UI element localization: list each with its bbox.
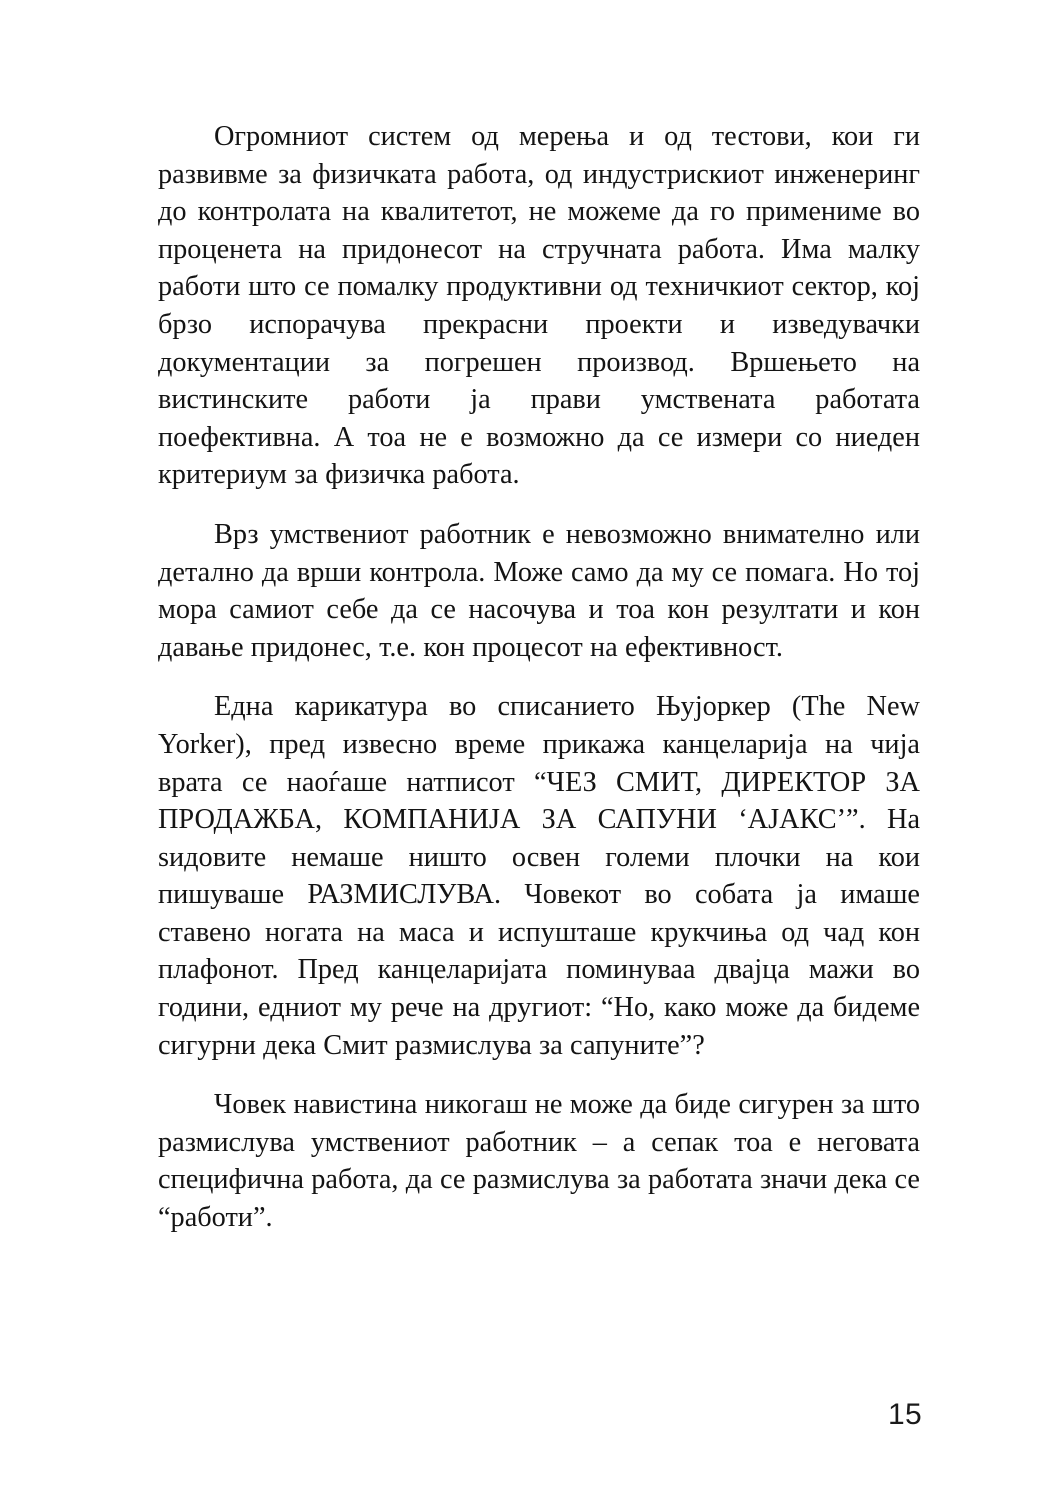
body-paragraph-3: Една карикатура во списанието Њујоркер (The New Yorker), пред извесно време прикажа канцеларија на чија врата се наоѓаше натписот “ЧЕЗ СМИТ, ДИРЕКТОР ЗА ПРОДАЖБА, КОМПАНИЈА ЗА САПУНИ ‘АЈАКС’”. На sидовите немаше ништо освен големи плочки на кои пишуваше РАЗМИСЛУВА. Човекот во собата ја имаше ставено ногата на маса и испушташе крукчиња од чад кон плафонот. Пред канцеларијата поминуваа двајца мажи во години, едниот му рече на другиот: “Но, како може да бидеме сигурни дека Смит размислува за сапуните”? [158, 691, 920, 1061]
body-paragraph-2: Врз умствениот работник е невозможно внимателно или детално да врши контрола. Може само да му се помага. Но тој мора самиот себе да се насочува и тоа кон резултати и кон давање придонес, т.е. кон процесот на ефективност. [158, 518, 920, 663]
body-paragraph-4: Човек навистина никогаш не може да биде сигурен за што размислува умствениот работник – а сепак тоа е неговата специфична работа, да се размислува за работата значи дека се “работи”. [158, 1089, 920, 1234]
body-text-column [158, 118, 920, 1237]
page-number: 15 [888, 1398, 922, 1431]
body-paragraph-1: Огромниот систем од мерења и од тестови, кои ги развивме за физичката работа, од индустрискиот инженеринг до контролата на квалитетот, не можеме да го примениме во проценета на придонесот на стручната работа. Има малку работи што се помалку продуктивни од техничкиот сектор, кој брзо испорачува прекрасни проекти и изведувачки документации за погрешен производ. Вршењето на вистинските работи ја прави умствената работата поефективна. А тоа не е возможно да се измери со ниеден критериум за физичка работа. [158, 121, 920, 491]
